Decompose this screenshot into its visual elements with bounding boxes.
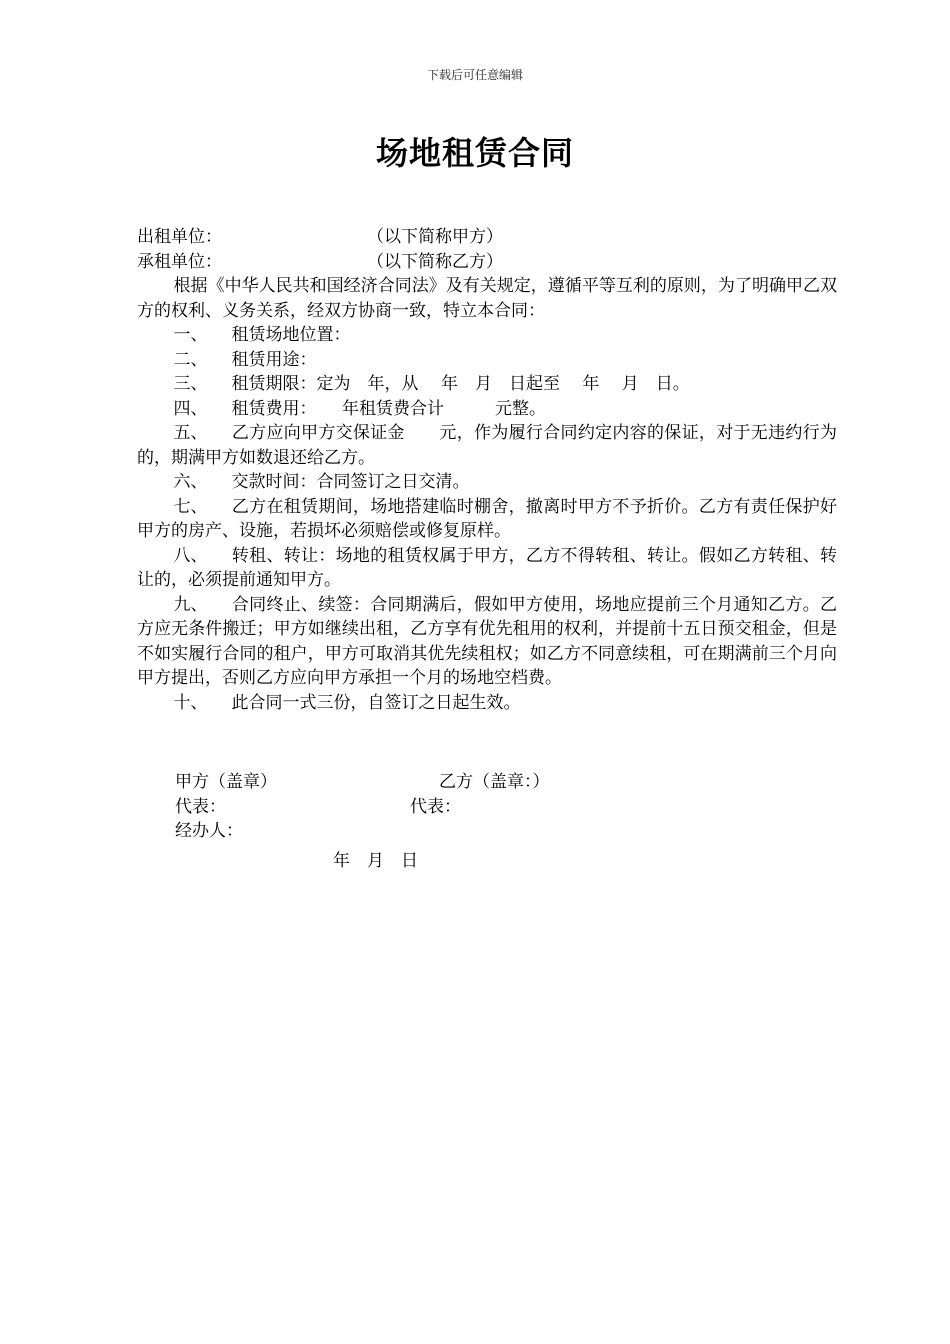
clause-text: 租赁场地位置： xyxy=(231,325,351,345)
contract-body xyxy=(137,225,837,715)
party-b-seal: 乙方（盖章：） xyxy=(439,772,550,792)
contract-title: 场地租赁合同 xyxy=(375,134,574,172)
party-a-seal: 甲方（盖章） xyxy=(175,772,277,792)
clause-7 xyxy=(137,495,837,544)
agent-row xyxy=(175,819,775,844)
lessor-label: 出租单位： xyxy=(137,227,222,247)
clause-number: 八、 xyxy=(173,545,208,566)
clause-6 xyxy=(137,470,837,495)
clause-text: 转租、转让：场地的租赁权属于甲方，乙方不得转租、转让。假如乙方转租、转让的，必须提前通知甲方。 xyxy=(137,545,837,590)
clause-8 xyxy=(137,544,837,593)
clause-1 xyxy=(137,323,837,348)
clause-10 xyxy=(137,691,837,716)
clause-number: 六、 xyxy=(173,472,208,492)
clause-text: 交款时间：合同签订之日交清。 xyxy=(231,472,470,492)
lessee-label: 承租单位： xyxy=(137,251,222,272)
lessor-abbr: （以下简称甲方） xyxy=(367,227,503,247)
clause-9 xyxy=(137,593,837,691)
clause-4 xyxy=(137,397,837,422)
clause-text: 租赁用途： xyxy=(231,349,317,370)
representative-row xyxy=(175,795,775,820)
clause-text: 乙方在租赁期间，场地搭建临时棚舍，撤离时甲方不予折价。乙方有责任保护好甲方的房产、设施，若损坏必须赔偿或修复原样。 xyxy=(137,496,837,541)
lessor-line xyxy=(137,225,837,250)
clause-text: 租赁期限：定为 年，从 年 月 日起至 年 月 日。 xyxy=(231,374,690,394)
clause-3 xyxy=(137,372,837,397)
signing-date: 年 月 日 xyxy=(333,851,418,871)
clause-number: 二、 xyxy=(173,349,208,370)
clause-number: 五、 xyxy=(173,423,208,443)
party-b-representative: 代表： xyxy=(410,796,461,817)
clause-number: 四、 xyxy=(173,398,208,419)
clause-text: 此合同一式三份，自签订之日起生效。 xyxy=(231,692,521,713)
clause-number: 十、 xyxy=(173,692,208,713)
party-row xyxy=(175,770,775,795)
clause-number: 一、 xyxy=(173,325,208,345)
header-note: 下载后可任意编辑 xyxy=(426,68,523,82)
clause-2 xyxy=(137,348,837,373)
lessee-line xyxy=(137,250,837,275)
intro-paragraph: 根据《中华人民共和国经济合同法》及有关规定，遵循平等互利的原则，为了明确甲乙双方的权利、义务关系，经双方协商一致，特立本合同： xyxy=(137,276,837,321)
signature-block xyxy=(175,770,775,844)
clause-text: 租赁费用： 年租赁费合计 元整。 xyxy=(231,398,547,419)
lessee-abbr: （以下简称乙方） xyxy=(367,251,503,272)
clause-number: 七、 xyxy=(173,496,208,517)
clause-5 xyxy=(137,421,837,470)
clause-number: 九、 xyxy=(173,594,208,615)
clause-number: 三、 xyxy=(173,374,208,394)
clause-text: 乙方应向甲方交保证金 元，作为履行合同约定内容的保证，对于无违约行为的，期满甲方如数退还给乙方。 xyxy=(137,423,837,468)
party-a-representative: 代表： xyxy=(175,796,226,817)
clause-text: 合同终止、续签：合同期满后，假如甲方使用，场地应提前三个月通知乙方。乙方应无条件搬迁；甲方如继续出租，乙方享有优先租用的权利，并提前十五日预交租金，但是不如实履行合同的租户，甲方可取消其优先续租权；如乙方不同意续租，可在期满前三个月向甲方提出，否则乙方应向甲方承担一个月的场地空档费。 xyxy=(137,594,837,688)
agent-label: 经办人： xyxy=(175,821,243,841)
